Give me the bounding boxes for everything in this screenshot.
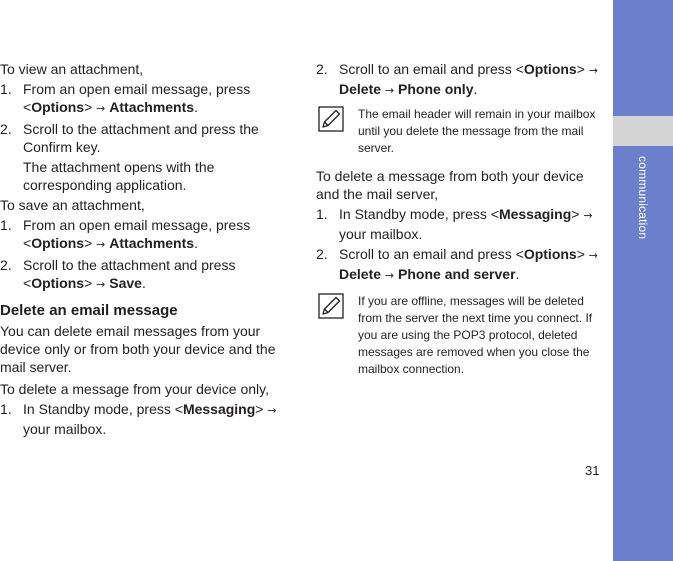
menu-options: Options: [523, 246, 577, 262]
menu-attachments: Attachments: [109, 235, 195, 251]
step-text: Scroll to an email and press <: [339, 246, 524, 262]
menu-delete: Delete: [339, 266, 382, 282]
step-number: 2.: [316, 246, 328, 262]
note: [316, 106, 604, 157]
view-intro: To view an attachment,: [0, 61, 144, 77]
server-intro: To delete a message from both your device and the mail server,: [316, 168, 584, 202]
list-item: [0, 216, 282, 254]
step-text: Scroll to an email and press <: [339, 61, 524, 77]
step-number: 1.: [0, 401, 12, 417]
step-text: >: [84, 99, 97, 115]
menu-options: Options: [31, 275, 85, 291]
step-text: .: [515, 266, 520, 282]
arrow-icon: →: [384, 84, 395, 97]
list-item: [0, 400, 282, 438]
step-text: .: [473, 81, 478, 97]
step-text: >: [576, 246, 589, 262]
list-item: [316, 60, 604, 100]
step-text: your mailbox.: [339, 226, 423, 242]
step-number: 1.: [0, 81, 12, 97]
note-text: If you are offline, messages will be deleted from the server the next time you connect. If you are using the POP3 protocol, deleted messages are removed when you close the mailbox connection.: [358, 294, 593, 376]
menu-options: Options: [31, 99, 85, 115]
step-text: >: [255, 401, 268, 417]
step-text: From an open email message, press <: [23, 217, 251, 251]
view-result: The attachment opens with the corresponding application.: [23, 159, 215, 193]
arrow-icon: →: [96, 238, 106, 251]
arrow-icon: →: [267, 404, 277, 417]
menu-messaging: Messaging: [498, 206, 572, 222]
left-column: [0, 60, 282, 440]
step-text: Scroll to the attachment and press the Confirm key.: [23, 121, 259, 155]
list-item: [316, 245, 604, 285]
step-text: >: [84, 275, 97, 291]
step-number: 1.: [316, 206, 328, 222]
step-text: From an open email message, press <: [23, 81, 251, 115]
note-pencil-icon: [318, 293, 344, 319]
step-text: In Standby mode, press <: [23, 401, 183, 417]
step-number: 1.: [0, 217, 12, 233]
step-text: your mailbox.: [23, 421, 107, 437]
section-label-text: communication: [636, 156, 650, 240]
step-number: 2.: [0, 121, 12, 137]
sidebar: [613, 0, 673, 561]
save-intro: To save an attachment,: [0, 197, 145, 213]
menu-save: Save: [109, 275, 142, 291]
menu-options: Options: [523, 61, 577, 77]
section-heading: Delete an email message: [0, 302, 178, 319]
right-column: [316, 60, 604, 386]
device-intro: To delete a message from your device only,: [0, 381, 269, 397]
menu-attachments: Attachments: [109, 99, 195, 115]
step-number: 2.: [316, 61, 328, 77]
list-item: [0, 120, 282, 156]
arrow-icon: →: [583, 209, 593, 222]
step-text: >: [571, 206, 584, 222]
menu-messaging: Messaging: [182, 401, 256, 417]
delete-description: You can delete email messages from your device only or from both your device and the mail server.: [0, 323, 276, 375]
step-text: In Standby mode, press <: [339, 206, 499, 222]
section-label: [636, 156, 654, 256]
step-text: .: [194, 99, 198, 115]
note-pencil-icon: [318, 106, 344, 132]
arrow-icon: →: [384, 269, 395, 282]
step-text: >: [576, 61, 589, 77]
list-item: [0, 256, 282, 294]
sidebar-tab: [613, 116, 673, 146]
menu-phone-only: Phone only: [398, 81, 474, 97]
menu-options: Options: [31, 235, 85, 251]
step-text: .: [141, 275, 146, 291]
list-item: [0, 80, 282, 118]
arrow-icon: →: [588, 64, 599, 77]
step-number: 2.: [0, 257, 12, 273]
arrow-icon: →: [96, 278, 106, 291]
step-text: Scroll to the attachment and press <: [23, 257, 236, 291]
note: [316, 293, 604, 378]
menu-delete: Delete: [339, 81, 382, 97]
step-text: .: [194, 235, 198, 251]
arrow-icon: →: [96, 102, 106, 115]
list-item: [316, 205, 604, 243]
page-number: 31: [585, 463, 600, 478]
arrow-icon: →: [588, 249, 599, 262]
note-text: The email header will remain in your mailbox until you delete the message from the mail server.: [358, 107, 596, 155]
menu-phone-and-server: Phone and server: [398, 266, 516, 282]
step-text: >: [84, 235, 97, 251]
